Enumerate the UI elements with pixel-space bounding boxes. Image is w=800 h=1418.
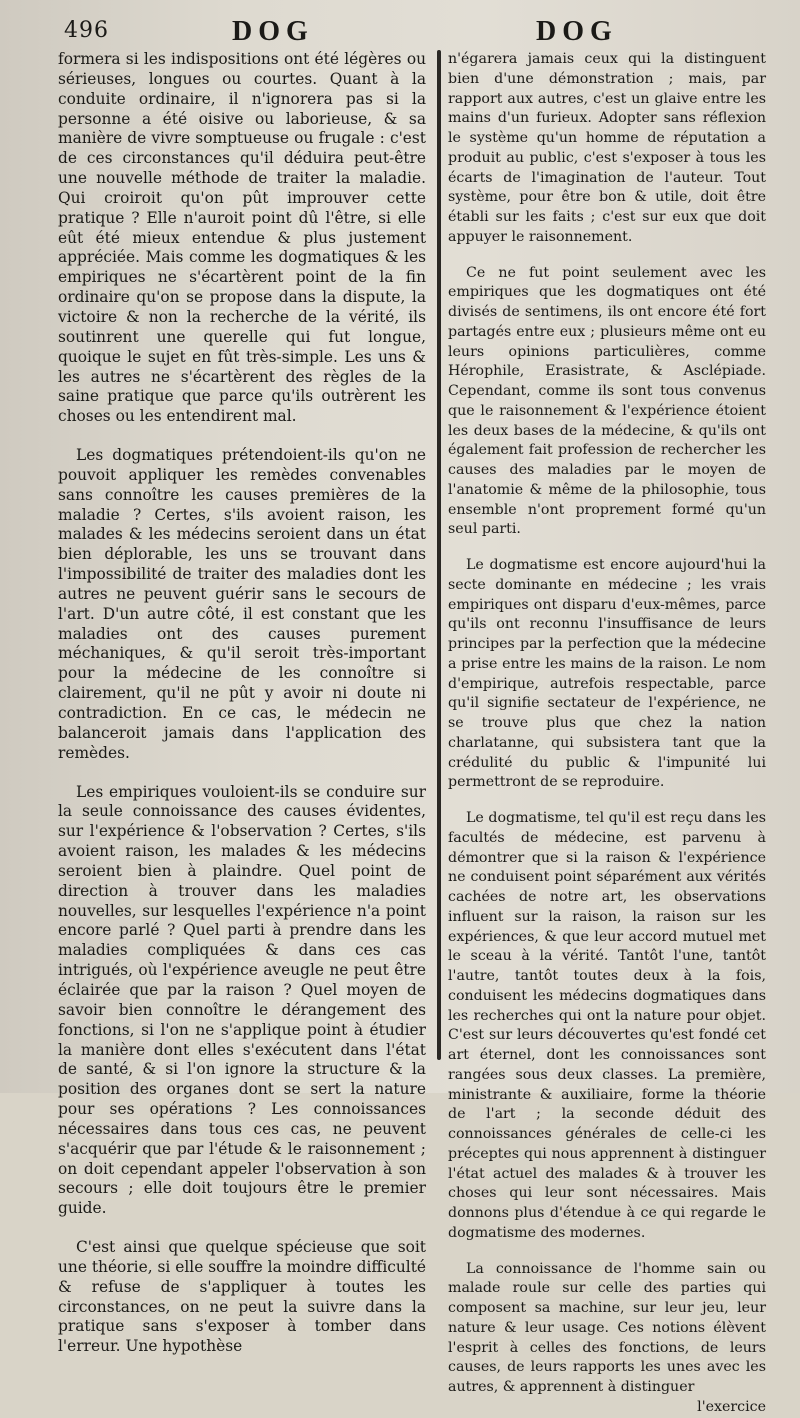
left-column bbox=[58, 50, 426, 1357]
paragraph: Les dogmatiques prétendoient-ils qu'on ne pouvoit appliquer les remèdes convenables sans connoître les causes premières de la maladie ? Certes, s'ils avoient raison, les malades & les médecins seroient dans un état bien déplorable, les uns se trouvant dans l'impossibilité de traiter des maladies dont les autres ne peuvent guérir sans le secours de l'art. D'un autre côté, il est constant que les maladies ont des causes purement méchaniques, & qu'il seroit très-important pour la médecine de les connoître si clairement, qu'il ne pût y avoir ni doute ni contradiction. En ce cas, le médecin ne balanceroit jamais dans l'application des remèdes. bbox=[58, 446, 426, 762]
paragraph: Le dogmatisme, tel qu'il est reçu dans les facultés de médecine, est parvenu à démontrer que si la raison & l'expérience ne conduisent point séparément aux vérités cachées de notre art, les observations influent sur la raison, la raison sur les expériences, & que leur accord mutuel met le sceau à la vérité. Tantôt l'une, tantôt l'autre, tantôt toutes deux à la fois, conduisent les médecins dogmatiques dans les recherches qui ont la nature pour objet. C'est sur leurs découvertes qu'est fondé cet art éternel, dont les connoissances sont rangées sous deux classes. La première, ministrante & auxiliaire, forme la théorie de l'art ; la seconde déduit des connoissances générales de celle-ci les préceptes qui nous apprennent à distinguer l'état actuel des malades & à trouver les choses qui leur sont nécessaires. Mais donnons plus d'étendue à ce qui regarde le dogmatisme des modernes. bbox=[448, 810, 766, 1241]
column-divider bbox=[437, 50, 441, 1060]
page-header bbox=[0, 14, 800, 50]
running-head-right: DOG bbox=[536, 16, 618, 47]
paragraph: n'égarera jamais ceux qui la distinguent bien d'une démonstration ; mais, par rapport aux autres, c'est un glaive entre les mains d'un furieux. Adopter sans réflexion le système qu'un homme de réputation a produit au public, c'est s'exposer à tous les écarts de l'imagination de l'auteur. Tout système, pour être bon & utile, doit être établi sur les faits ; c'est sur eux que doit appuyer le raisonnement. bbox=[448, 51, 766, 245]
catchword: l'exercice bbox=[697, 1398, 766, 1415]
page-number: 496 bbox=[64, 18, 109, 43]
paragraph: Les empiriques vouloient-ils se conduire sur la seule connoissance des causes évidentes, sur l'expérience & l'observation ? Certes, s'ils avoient raison, les malades & les médecins seroient bien à plaindre. Quel point de direction à trouver dans les maladies nouvelles, sur lesquelles l'expérience n'a point encore parlé ? Quel parti à prendre dans les maladies compliquées & dans ces cas intrigués, où l'expérience aveugle ne peut être éclairée que par la raison ? Quel moyen de savoir bien connoître le dérangement des fonctions, si l'on ne s'applique point à étudier la manière dont elles s'exécutent dans l'état de santé, & si l'on ignore la structure & la position des organes dont se sert la nature pour ses opérations ? Les connoissances nécessaires dans tous ces cas, ne peuvent s'acquérir que par l'étude & le raisonnement ; on doit cependant appeler l'observation à son secours ; elle doit toujours être le premier guide. bbox=[58, 782, 426, 1218]
catchword-line bbox=[448, 1398, 766, 1418]
paragraph: Ce ne fut point seulement avec les empiriques que les dogmatiques ont été divisés de sentimens, ils ont encore été fort partagés entre eux ; plusieurs même ont eu leurs opinions particulières, comme Hérophile, Erasistrate, & Asclépiade. Cependant, comme ils sont tous convenus que le raisonnement & l'expérience étoient les deux bases de la médecine, & qu'ils ont également fait profession de rechercher les causes des maladies par le moyen de l'anatomie & même de la philosophie, tous ensemble n'ont proprement formé qu'un seul parti. bbox=[448, 264, 766, 538]
paragraph: formera si les indispositions ont été légères ou sérieuses, longues ou courtes. Quant à la conduite ordinaire, il n'ignorera pas si la personne a été oisive ou laborieuse, & sa manière de vivre somptueuse ou frugale : c'est de ces circonstances qu'il déduira peut-être une nouvelle méthode de traiter la maladie. Qui croiroit qu'on pût improuver cette pratique ? Elle n'auroit point dû l'être, si elle eût été mieux entendue & plus justement appréciée. Mais comme les dogmatiques & les empiriques ne s'écartèrent point de la fin ordinaire qu'on se propose dans la dispute, la victoire & non la recherche de la vérité, ils soutinrent une querelle qui fut longue, quoique le sujet en fût très-simple. Les uns & les autres ne s'écartèrent des règles de la saine pratique que parce qu'ils outrèrent les choses ou les entendirent mal. bbox=[58, 50, 426, 426]
paragraph: La connoissance de l'homme sain ou malade roule sur celle des parties qui composent sa machine, sur leur jeu, leur nature & leur usage. Ces notions élèvent l'esprit à celles des fonctions, de leurs causes, de leurs rapports les unes avec les autres, & apprennent à distinguer bbox=[448, 1260, 766, 1395]
running-head-left: DOG bbox=[232, 16, 314, 47]
paragraph: C'est ainsi que quelque spécieuse que soit une théorie, si elle souffre la moindre difficulté & refuse de s'appliquer à toutes les circonstances, on ne peut la suivre dans la pratique sans s'exposer à tomber dans l'erreur. Une hypothèse bbox=[58, 1238, 426, 1356]
right-column bbox=[448, 50, 766, 1418]
paragraph: Le dogmatisme est encore aujourd'hui la secte dominante en médecine ; les vrais empiriques ont disparu d'eux-mêmes, parce qu'ils ont reconnu l'insuffisance de leurs principes par la perfection que la médecine a prise entre les mains de la raison. Le nom d'empirique, autrefois respectable, parce qu'il signifie sectateur de l'expérience, ne se trouve plus que chez la nation charlatanne, qui subsistera tant que la crédulité du public & l'impunité lui permettront de se reproduire. bbox=[448, 557, 766, 791]
